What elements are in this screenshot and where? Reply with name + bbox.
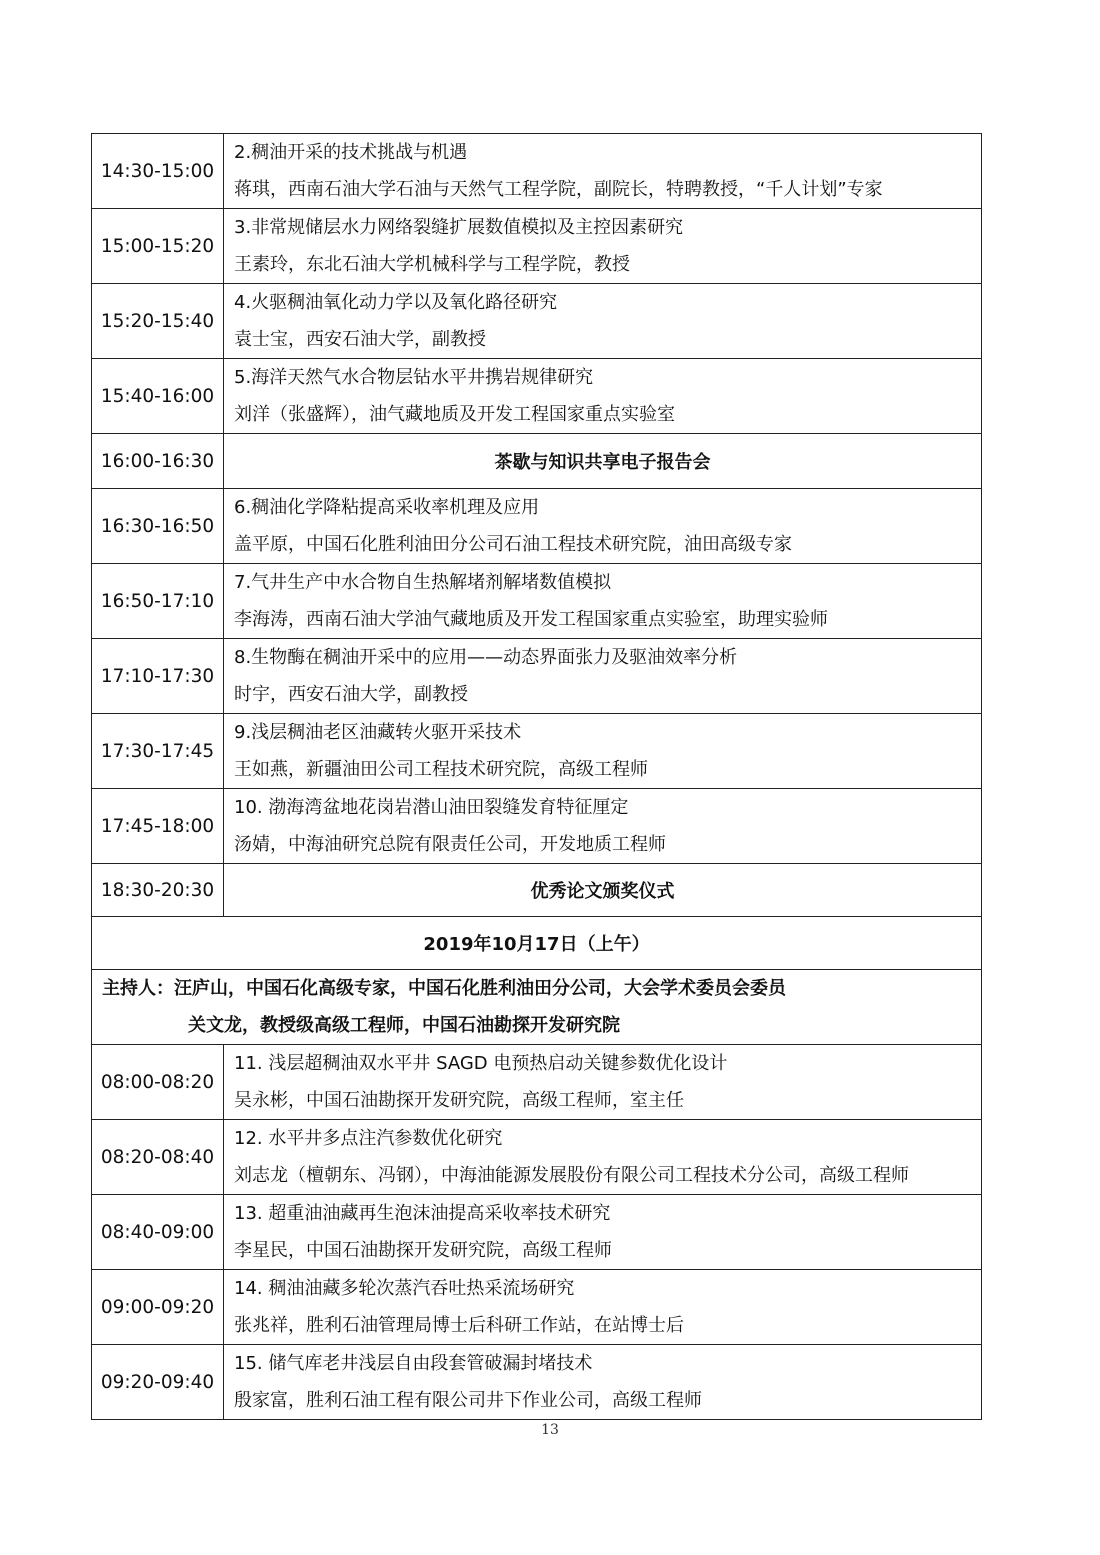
speaker-info: 蒋琪，西南石油大学石油与天然气工程学院，副院长，特聘教授，“千人计划”专家 [234,179,883,200]
host-line-1: 主持人：汪庐山，中国石化高级专家，中国石化胜利油田分公司，大会学术委员会委员 [102,978,786,999]
talk-title: 10. 渤海湾盆地花岗岩潜山油田裂缝发育特征厘定 [234,797,629,818]
session-content [224,1345,982,1420]
date-row [92,917,982,970]
session-time: 15:40-16:00 [92,359,224,434]
break-row [92,864,982,917]
session-content [224,564,982,639]
host-row [92,970,982,1045]
table-row [92,359,982,434]
table-row [92,564,982,639]
table-row [92,284,982,359]
session-content [224,714,982,789]
talk-title: 15. 储气库老井浅层自由段套管破漏封堵技术 [234,1353,593,1374]
page-number: 13 [541,1422,559,1438]
table-row [92,1120,982,1195]
session-content [224,1045,982,1120]
table-row [92,1345,982,1420]
host-line-2: 关文龙，教授级高级工程师，中国石油勘探开发研究院 [188,1015,620,1036]
talk-title: 7.气井生产中水合物自生热解堵剂解堵数值模拟 [234,572,612,593]
table-row [92,789,982,864]
speaker-info: 吴永彬，中国石油勘探开发研究院，高级工程师，室主任 [234,1090,684,1111]
speaker-info: 殷家富，胜利石油工程有限公司井下作业公司，高级工程师 [234,1390,702,1411]
speaker-info: 王素玲，东北石油大学机械科学与工程学院，教授 [234,254,630,275]
session-content [224,1270,982,1345]
session-time: 16:30-16:50 [92,489,224,564]
host-info [92,970,982,1045]
talk-title: 6.稠油化学降粘提高采收率机理及应用 [234,497,540,518]
speaker-info: 王如燕，新疆油田公司工程技术研究院，高级工程师 [234,759,648,780]
session-content [224,134,982,209]
talk-title: 2.稠油开采的技术挑战与机遇 [234,142,468,163]
talk-title: 11. 浅层超稠油双水平井 SAGD 电预热启动关键参数优化设计 [234,1053,728,1074]
break-label: 茶歇与知识共享电子报告会 [224,434,982,489]
session-time: 09:00-09:20 [92,1270,224,1345]
schedule-table [91,133,982,1420]
session-content [224,359,982,434]
talk-title: 5.海洋天然气水合物层钻水平井携岩规律研究 [234,367,594,388]
speaker-info: 李星民，中国石油勘探开发研究院，高级工程师 [234,1240,612,1261]
break-time: 18:30-20:30 [92,864,224,917]
session-time: 08:00-08:20 [92,1045,224,1120]
talk-title: 8.生物酶在稠油开采中的应用——动态界面张力及驱油效率分析 [234,647,738,668]
table-row [92,134,982,209]
table-row [92,1195,982,1270]
date-header: 2019年10月17日（上午） [92,917,982,970]
speaker-info: 刘洋（张盛辉），油气藏地质及开发工程国家重点实验室 [234,404,675,425]
table-row [92,489,982,564]
speaker-info: 汤婧，中海油研究总院有限责任公司，开发地质工程师 [234,834,666,855]
talk-title: 4.火驱稠油氧化动力学以及氧化路径研究 [234,292,558,313]
speaker-info: 时宇，西安石油大学，副教授 [234,684,468,705]
talk-title: 12. 水平井多点注汽参数优化研究 [234,1128,503,1149]
session-time: 17:45-18:00 [92,789,224,864]
session-time: 16:50-17:10 [92,564,224,639]
session-content [224,209,982,284]
talk-title: 9.浅层稠油老区油藏转火驱开采技术 [234,722,522,743]
talk-title: 13. 超重油油藏再生泡沫油提高采收率技术研究 [234,1203,611,1224]
break-time: 16:00-16:30 [92,434,224,489]
talk-title: 14. 稠油油藏多轮次蒸汽吞吐热采流场研究 [234,1278,575,1299]
session-time: 08:20-08:40 [92,1120,224,1195]
table-row [92,1045,982,1120]
session-content [224,1120,982,1195]
speaker-info: 袁士宝，西安石油大学，副教授 [234,329,486,350]
break-label: 优秀论文颁奖仪式 [224,864,982,917]
session-time: 09:20-09:40 [92,1345,224,1420]
session-time: 15:00-15:20 [92,209,224,284]
speaker-info: 盖平原，中国石化胜利油田分公司石油工程技术研究院，油田高级专家 [234,534,792,555]
session-time: 17:30-17:45 [92,714,224,789]
speaker-info: 刘志龙（檀朝东、冯钢），中海油能源发展股份有限公司工程技术分公司，高级工程师 [234,1165,909,1186]
table-row [92,1270,982,1345]
session-content [224,1195,982,1270]
session-time: 14:30-15:00 [92,134,224,209]
session-content [224,284,982,359]
break-row [92,434,982,489]
session-time: 08:40-09:00 [92,1195,224,1270]
session-time: 15:20-15:40 [92,284,224,359]
speaker-info: 张兆祥，胜利石油管理局博士后科研工作站，在站博士后 [234,1315,684,1336]
table-row [92,209,982,284]
session-time: 17:10-17:30 [92,639,224,714]
speaker-info: 李海涛，西南石油大学油气藏地质及开发工程国家重点实验室，助理实验师 [234,609,828,630]
table-row [92,639,982,714]
session-content [224,489,982,564]
table-row [92,714,982,789]
talk-title: 3.非常规储层水力网络裂缝扩展数值模拟及主控因素研究 [234,217,684,238]
session-content [224,789,982,864]
session-content [224,639,982,714]
